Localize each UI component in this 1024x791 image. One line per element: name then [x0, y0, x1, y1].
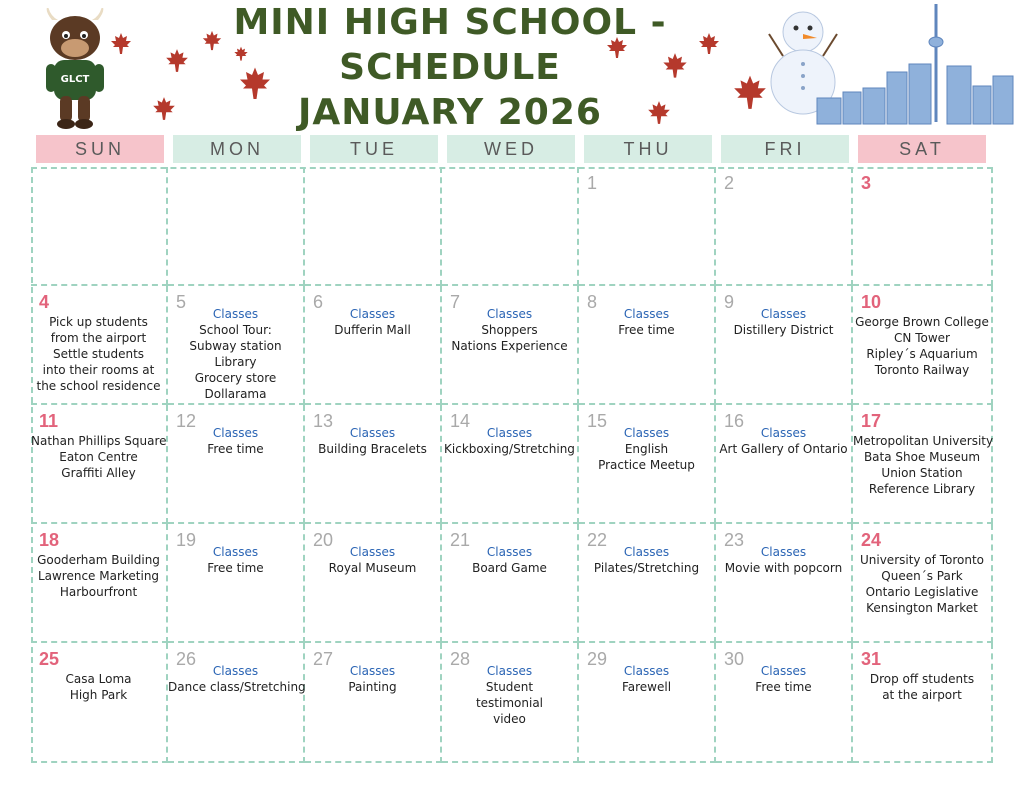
day-cell	[579, 286, 716, 405]
classes-label: Classes	[349, 426, 396, 440]
day-activities	[305, 306, 440, 338]
activity-line: from the airport	[50, 331, 147, 345]
day-header-thu: THU	[584, 135, 712, 163]
day-cell	[579, 405, 716, 524]
day-cell	[168, 405, 305, 524]
activity-line: into their rooms at	[42, 363, 155, 377]
activity-line: Distillery District	[733, 323, 834, 337]
day-activities	[853, 314, 991, 378]
activity-line: the school residence	[36, 379, 161, 393]
day-activities	[579, 663, 714, 695]
day-activities	[442, 425, 577, 457]
day-cell	[716, 405, 853, 524]
day-cell	[853, 643, 993, 763]
activity-line: Nathan Phillips Square	[31, 434, 167, 448]
day-number: 10	[861, 292, 882, 312]
day-number: 16	[724, 411, 745, 431]
day-cell	[305, 524, 442, 643]
activity-line: School Tour:	[199, 323, 272, 337]
activity-line: Toronto Railway	[874, 363, 970, 377]
day-cell	[442, 167, 579, 286]
day-cell	[168, 286, 305, 405]
activity-line: Settle students	[52, 347, 145, 361]
classes-label: Classes	[623, 307, 670, 321]
activity-line: Subway station	[189, 339, 282, 353]
day-cell	[168, 167, 305, 286]
classes-label: Classes	[760, 545, 807, 559]
activity-line: Casa Loma	[65, 672, 132, 686]
day-number: 22	[587, 530, 608, 550]
toronto-skyline-icon	[815, 2, 1015, 126]
classes-label: Classes	[623, 664, 670, 678]
classes-label: Classes	[486, 545, 533, 559]
activity-line: Building Bracelets	[318, 442, 427, 456]
activity-line: Gooderham Building	[37, 553, 160, 567]
activity-line: Drop off students	[869, 672, 975, 686]
activity-line: Royal Museum	[328, 561, 417, 575]
activity-line: CN Tower	[894, 331, 950, 345]
day-number: 20	[313, 530, 334, 550]
day-number: 14	[450, 411, 471, 431]
day-activities	[168, 544, 303, 576]
day-cell	[853, 524, 993, 643]
activity-line: Grocery store	[194, 371, 277, 385]
day-cell	[31, 286, 168, 405]
day-cell	[168, 643, 305, 763]
day-activities	[168, 425, 303, 457]
day-number: 31	[861, 649, 882, 669]
classes-label: Classes	[212, 664, 259, 678]
day-activities	[579, 306, 714, 338]
day-cell	[31, 167, 168, 286]
day-number: 28	[450, 649, 471, 669]
day-number: 15	[587, 411, 608, 431]
activity-line: Union Station	[881, 466, 963, 480]
day-number: 30	[724, 649, 745, 669]
day-number: 29	[587, 649, 608, 669]
day-number: 23	[724, 530, 745, 550]
day-header-sun: SUN	[36, 135, 164, 163]
day-activities	[305, 663, 440, 695]
mascot-shirt-text: GLCT	[60, 74, 90, 85]
activity-line: Art Gallery of Ontario	[719, 442, 848, 456]
activity-line: Free time	[207, 561, 264, 575]
activity-line: Queen´s Park	[881, 569, 963, 583]
classes-label: Classes	[349, 664, 396, 678]
day-cell	[305, 286, 442, 405]
classes-label: Classes	[623, 426, 670, 440]
activity-line: George Brown College	[855, 315, 989, 329]
day-header-wed: WED	[447, 135, 575, 163]
classes-label: Classes	[486, 664, 533, 678]
day-activities	[853, 552, 991, 616]
day-cell	[579, 643, 716, 763]
activity-line: Kickboxing/Stretching	[444, 442, 575, 456]
title-line-3: JANUARY 2026	[298, 92, 602, 133]
day-activities	[716, 663, 851, 695]
day-activities	[442, 306, 577, 354]
day-activities	[853, 671, 991, 703]
activity-line: Ontario Legislative	[865, 585, 979, 599]
activity-line: Ripley´s Aquarium	[866, 347, 978, 361]
day-cell	[716, 167, 853, 286]
day-cell	[716, 643, 853, 763]
day-activities	[31, 552, 166, 600]
day-number: 12	[176, 411, 197, 431]
activity-line: University of Toronto	[859, 553, 985, 567]
classes-label: Classes	[212, 426, 259, 440]
day-activities	[305, 544, 440, 576]
classes-label: Classes	[486, 426, 533, 440]
day-activities	[853, 433, 994, 497]
day-cell	[716, 286, 853, 405]
day-cell	[579, 167, 716, 286]
day-activities	[168, 663, 306, 695]
day-cell	[31, 643, 168, 763]
day-number: 7	[450, 292, 461, 312]
day-activities	[31, 433, 166, 481]
activity-line: Shoppers	[481, 323, 538, 337]
day-number: 2	[724, 173, 735, 193]
day-number: 13	[313, 411, 334, 431]
activity-line: Dufferin Mall	[334, 323, 411, 337]
activity-line: Dollarama	[204, 387, 267, 401]
day-activities	[716, 425, 851, 457]
activity-line: Reference Library	[868, 482, 976, 496]
maple-leaf-icon	[108, 32, 134, 56]
activity-line: Kensington Market	[866, 601, 978, 615]
bison-mascot-icon	[40, 8, 110, 130]
day-number: 11	[39, 411, 59, 431]
day-cell	[31, 524, 168, 643]
activity-line: video	[493, 712, 526, 726]
day-header-fri: FRI	[721, 135, 849, 163]
day-cell	[168, 524, 305, 643]
day-number: 9	[724, 292, 735, 312]
activity-line: Free time	[618, 323, 675, 337]
day-number: 4	[39, 292, 50, 312]
activity-line: Free time	[207, 442, 264, 456]
day-cell	[442, 286, 579, 405]
activity-line: Free time	[755, 680, 812, 694]
day-activities	[31, 314, 166, 394]
day-cell	[853, 167, 993, 286]
activity-line: Board Game	[472, 561, 547, 575]
day-cell	[442, 643, 579, 763]
classes-label: Classes	[349, 545, 396, 559]
day-cell	[853, 286, 993, 405]
day-number: 18	[39, 530, 60, 550]
day-number: 24	[861, 530, 882, 550]
day-header-mon: MON	[173, 135, 301, 163]
day-cell	[305, 405, 442, 524]
activity-line: English	[624, 442, 669, 456]
calendar-grid	[31, 167, 993, 763]
activity-line: at the airport	[882, 688, 962, 702]
day-number: 26	[176, 649, 197, 669]
activity-line: Library	[214, 355, 257, 369]
activity-line: Movie with popcorn	[724, 561, 843, 575]
day-cell	[442, 524, 579, 643]
day-activities	[305, 425, 440, 457]
day-cell	[442, 405, 579, 524]
classes-label: Classes	[760, 664, 807, 678]
day-cell	[305, 643, 442, 763]
day-number: 8	[587, 292, 598, 312]
day-activities	[31, 671, 166, 703]
activity-line: Nations Experience	[451, 339, 568, 353]
classes-label: Classes	[349, 307, 396, 321]
day-cell	[31, 405, 168, 524]
classes-label: Classes	[760, 426, 807, 440]
day-number: 21	[450, 530, 471, 550]
activity-line: Pick up students	[49, 315, 148, 329]
day-activities	[168, 306, 303, 402]
day-number: 5	[176, 292, 187, 312]
day-number: 6	[313, 292, 324, 312]
activity-line: Graffiti Alley	[61, 466, 136, 480]
activity-line: Pilates/Stretching	[593, 561, 700, 575]
day-number: 25	[39, 649, 60, 669]
activity-line: Harbourfront	[59, 585, 138, 599]
day-number: 17	[861, 411, 882, 431]
title-line-1: MINI HIGH SCHOOL -	[233, 2, 667, 43]
day-activities	[579, 425, 714, 473]
activity-line: Bata Shoe Museum	[863, 450, 981, 464]
day-activities	[442, 663, 577, 727]
day-number: 27	[313, 649, 334, 669]
classes-label: Classes	[212, 545, 259, 559]
day-number: 19	[176, 530, 197, 550]
activity-line: Practice Meetup	[598, 458, 695, 472]
classes-label: Classes	[486, 307, 533, 321]
activity-line: testimonial	[475, 696, 544, 710]
classes-label: Classes	[212, 307, 259, 321]
day-cell	[305, 167, 442, 286]
classes-label: Classes	[623, 545, 670, 559]
day-header-tue: TUE	[310, 135, 438, 163]
day-number: 3	[861, 173, 872, 193]
activity-line: Farewell	[621, 680, 672, 694]
day-cell	[716, 524, 853, 643]
day-activities	[716, 306, 851, 338]
day-cell	[579, 524, 716, 643]
day-cell	[853, 405, 993, 524]
activity-line: Lawrence Marketing	[37, 569, 160, 583]
day-header-sat: SAT	[858, 135, 986, 163]
day-activities	[579, 544, 714, 576]
activity-line: Eaton Centre	[59, 450, 138, 464]
title-line-2: SCHEDULE	[339, 47, 561, 88]
day-activities	[442, 544, 577, 576]
activity-line: Dance class/Stretching	[168, 680, 306, 694]
day-activities	[716, 544, 851, 576]
activity-line: Metropolitan University	[853, 434, 994, 448]
classes-label: Classes	[760, 307, 807, 321]
header	[0, 0, 1024, 132]
activity-line: High Park	[69, 688, 128, 702]
day-number: 1	[587, 173, 598, 193]
activity-line: Painting	[348, 680, 397, 694]
activity-line: Student	[485, 680, 534, 694]
